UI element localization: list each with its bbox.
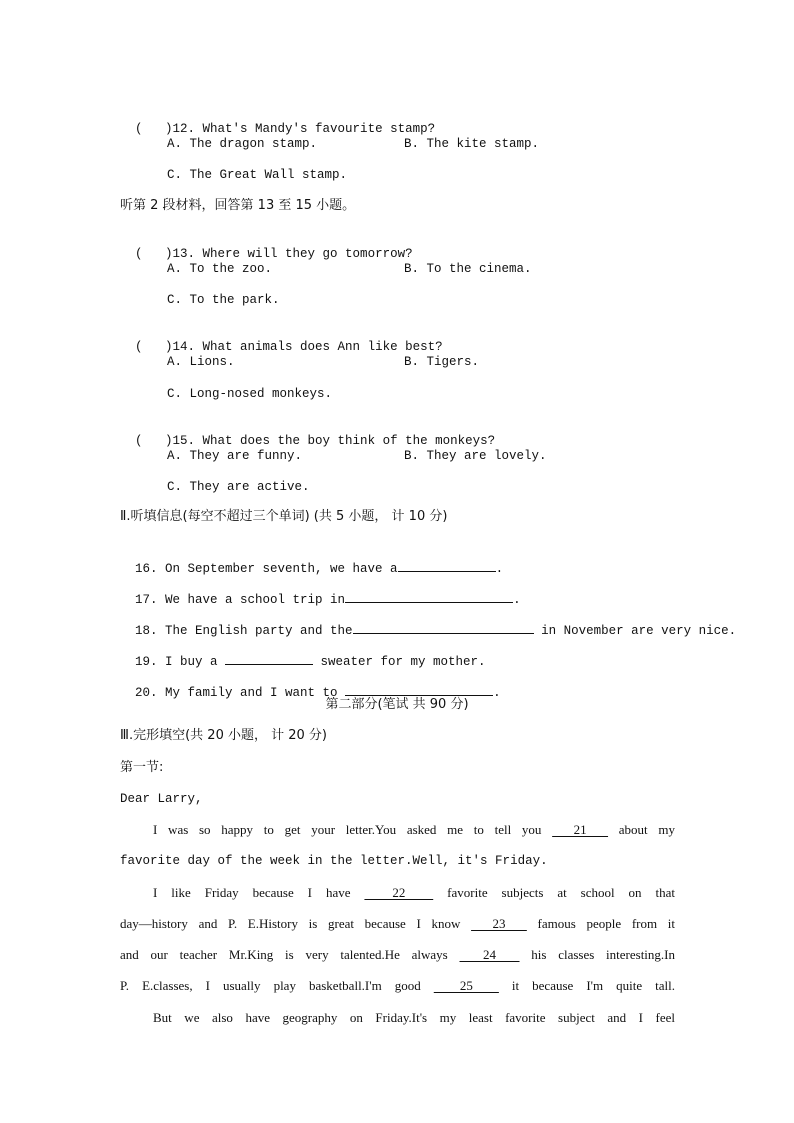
option-a: A. To the zoo. [167, 262, 273, 276]
fill-question-20: 20. My family and I want to . [120, 666, 501, 701]
blank-21: 21 [552, 822, 609, 837]
answer-paren: ( ) [135, 434, 173, 448]
blank-25: 25 [433, 978, 499, 993]
letter-line: I was so happy to get your letter.You asked me to tell you 21 about my [153, 822, 675, 837]
letter-line: day—history and P. E.History is great because I know 23 famous people from it [120, 916, 675, 931]
option-c: C. They are active. [167, 480, 310, 494]
question-stem: 14. What animals does Ann like best? [172, 340, 443, 354]
part2-heading: Ⅱ.听填信息(每空不超过三个单词) (共 5 小题， 计 10 分) [120, 509, 448, 524]
fill-question-17: 17. We have a school trip in . [120, 573, 521, 608]
blank-23: 23 [471, 916, 527, 931]
blank-24: 24 [459, 947, 520, 962]
option-b: B. The kite stamp. [404, 137, 540, 151]
option-c: C. Long-nosed monkeys. [167, 387, 333, 401]
question-14 [120, 323, 443, 355]
fill-question-19: 19. I buy a sweater for my mother. [120, 635, 486, 670]
answer-paren: ( ) [135, 340, 173, 354]
answer-blank[interactable] [353, 620, 534, 634]
question-12 [120, 105, 435, 137]
letter-line: But we also have geography on Friday.It's my least favorite subject and I feel [153, 1010, 675, 1025]
section1-label: 第一节: [120, 760, 164, 775]
letter-line: favorite day of the week in the letter.Well, it's Friday. [120, 854, 548, 868]
question-15 [120, 417, 495, 449]
letter-line: P. E.classes, I usually play basketball.I'm good 25 it because I'm quite tall. [120, 978, 675, 993]
blank-22: 22 [364, 885, 434, 900]
answer-blank[interactable] [225, 651, 313, 665]
option-a: A. Lions. [167, 355, 235, 369]
option-a: A. They are funny. [167, 449, 303, 463]
answer-blank[interactable] [345, 682, 493, 696]
letter-line: I like Friday because I have 22 favorite subjects at school on that [153, 885, 675, 900]
answer-blank[interactable] [345, 589, 513, 603]
answer-paren: ( ) [135, 247, 173, 261]
option-a: A. The dragon stamp. [167, 137, 318, 151]
option-c: C. The Great Wall stamp. [167, 168, 348, 182]
letter-greeting: Dear Larry, [120, 792, 203, 806]
question-stem: 13. Where will they go tomorrow? [172, 247, 413, 261]
section-note: 听第 2 段材料，回答第 13 至 15 小题。 [120, 198, 356, 213]
question-stem: 15. What does the boy think of the monkeys? [172, 434, 496, 448]
part3-heading: Ⅲ.完形填空(共 20 小题， 计 20 分) [120, 728, 327, 743]
written-part-heading: 第二部分(笔试 共 90 分) [325, 697, 469, 712]
answer-blank[interactable] [398, 558, 496, 572]
option-b: B. Tigers. [404, 355, 480, 369]
letter-line: and our teacher Mr.King is very talented.He always 24 his classes interesting.In [120, 947, 675, 962]
question-stem: 12. What's Mandy's favourite stamp? [172, 122, 436, 136]
option-b: B. They are lovely. [404, 449, 547, 463]
option-b: B. To the cinema. [404, 262, 532, 276]
question-13 [120, 230, 413, 262]
option-c: C. To the park. [167, 293, 280, 307]
fill-question-18: 18. The English party and the in November are very nice. [120, 604, 736, 639]
fill-question-16: 16. On September seventh, we have a . [120, 542, 503, 577]
answer-paren: ( ) [135, 122, 173, 136]
